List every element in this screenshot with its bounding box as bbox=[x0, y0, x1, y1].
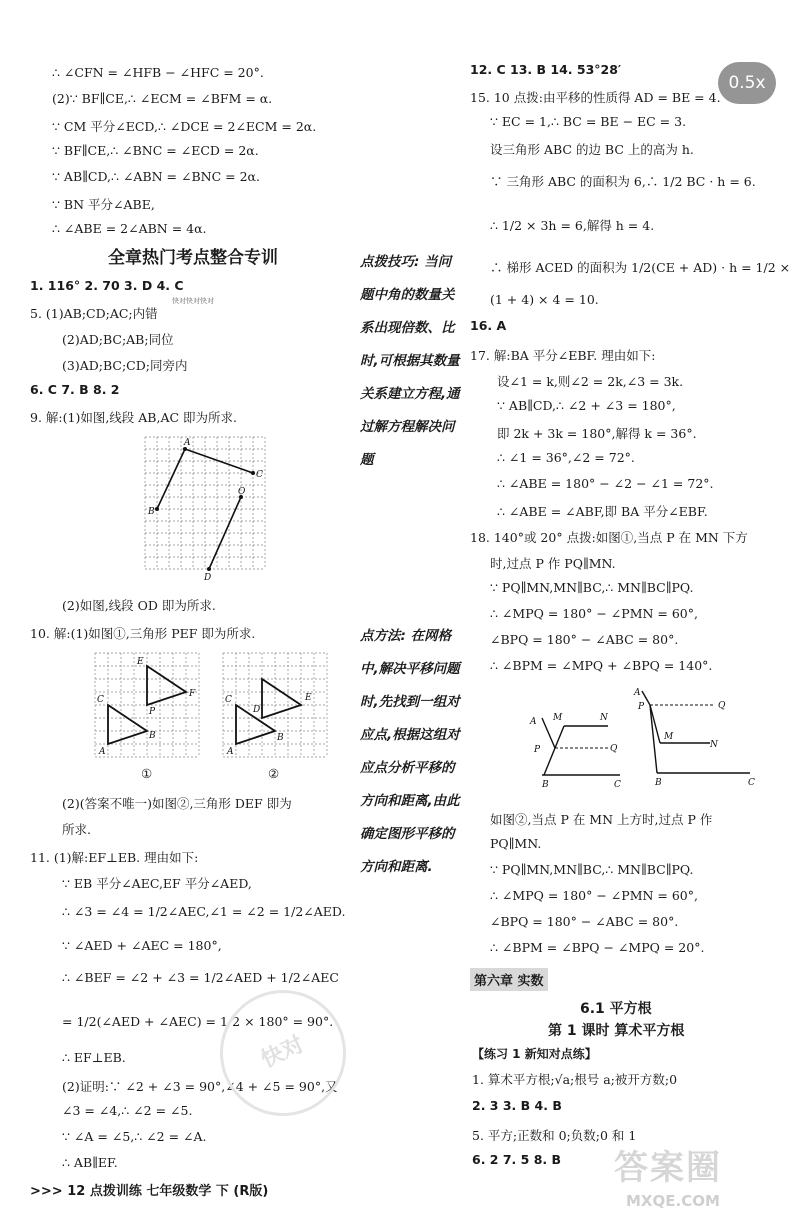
text-line: 17. 解:BA 平分∠EBF. 理由如下: bbox=[470, 348, 656, 363]
label-b: B bbox=[655, 778, 662, 788]
text-line: ∠BPQ = 180° − ∠ABC = 80°. bbox=[490, 914, 679, 929]
label-p: P bbox=[638, 702, 645, 712]
text-line: ∵ AB∥CD,∴ ∠2 + ∠3 = 180°, bbox=[497, 398, 676, 413]
practice-heading: 【练习 1 新知对点练】 bbox=[472, 1047, 597, 1061]
text-line: 5. 平方;正数和 0;负数;0 和 1 bbox=[472, 1128, 637, 1143]
q9-part2: (2)如图,线段 OD 即为所求. bbox=[62, 598, 216, 613]
text-line: ∵ BN 平分∠ABE, bbox=[52, 197, 155, 212]
label-e: E bbox=[137, 657, 144, 667]
answers-6-8: 6. C 7. B 8. 2 bbox=[30, 382, 120, 397]
text-line: ∴ ∠ABE = ∠ABF,即 BA 平分∠EBF. bbox=[497, 504, 708, 519]
text-line: (2)证明:∵ ∠2 + ∠3 = 90°,∠4 + ∠5 = 90°,又 bbox=[62, 1079, 338, 1094]
q10-part2-end: 所求. bbox=[62, 822, 91, 837]
label-b: B bbox=[277, 733, 284, 743]
tip-box-method: 点拨技巧: 当问题中角的数量关系出现倍数、比时,可根据其数量关系建立方程,通过解方程解决问题 bbox=[360, 254, 460, 468]
q9-grid-figure bbox=[140, 432, 270, 582]
text-line: 16. A bbox=[470, 318, 507, 333]
text-line: ∵ ∠A = ∠5,∴ ∠2 = ∠A. bbox=[62, 1129, 207, 1144]
label-e: E bbox=[305, 693, 312, 703]
text-line: ∠BPQ = 180° − ∠ABC = 80°. bbox=[490, 632, 679, 647]
text-line: ∴ AB∥EF. bbox=[62, 1155, 118, 1170]
fig-caption-2: ② bbox=[268, 766, 280, 781]
lesson-heading: 第 1 课时 算术平方根 bbox=[548, 1023, 685, 1039]
q5-line1: 5. (1)AB;CD;AC;内错 bbox=[30, 306, 158, 321]
label-b: B bbox=[148, 507, 155, 517]
playback-speed-badge[interactable]: 0.5x bbox=[718, 62, 776, 104]
label-p: P bbox=[534, 745, 541, 755]
text-line: 18. 140°或 20° 点拨:如图①,当点 P 在 MN 下方 bbox=[470, 530, 748, 545]
label-c: C bbox=[748, 778, 755, 788]
label-p: P bbox=[149, 707, 156, 717]
section-title: 全章热门考点整合专训 bbox=[108, 248, 278, 268]
text-line: ∴ ∠BPM = ∠BPQ − ∠MPQ = 20°. bbox=[490, 940, 705, 955]
text-line: ∴ ∠3 = ∠4 = 1/2∠AEC,∠1 = ∠2 = 1/2∠AED. bbox=[62, 904, 346, 919]
chapter-heading: 第六章 实数 bbox=[470, 968, 548, 991]
text-line: ∴ ∠MPQ = 180° − ∠PMN = 60°, bbox=[490, 888, 698, 903]
text-line: 15. 10 点拨:由平移的性质得 AD = BE = 4. bbox=[470, 90, 721, 105]
text-line: ∵ EC = 1,∴ BC = BE − EC = 3. bbox=[490, 114, 687, 129]
text-line: = 1/2(∠AED + ∠AEC) = 1/2 × 180° = 90°. bbox=[62, 1014, 334, 1029]
label-b: B bbox=[542, 780, 549, 790]
text-line: 设∠1 = k,则∠2 = 2k,∠3 = 3k. bbox=[497, 374, 684, 389]
text-line: ∵ 三角形 ABC 的面积为 6,∴ 1/2 BC · h = 6. bbox=[490, 174, 756, 189]
text-line: ∴ ∠1 = 36°,∠2 = 72°. bbox=[497, 450, 635, 465]
text-line: 6. 2 7. 5 8. B bbox=[472, 1152, 562, 1167]
watermark-url: MXQE.COM bbox=[626, 1192, 720, 1210]
tip-box-translation: 点方法: 在网格中,解决平移问题时,先找到一组对应点,根据这组对应点分析平移的方向和距离,由此确定图形平移的方向和距离. bbox=[360, 628, 460, 875]
text-line: ∴ ∠MPQ = 180° − ∠PMN = 60°, bbox=[490, 606, 698, 621]
text-line: ∴ ∠BEF = ∠2 + ∠3 = 1/2∠AED + 1/2∠AEC bbox=[62, 970, 339, 985]
text-line: 12. C 13. B 14. 53°28′ bbox=[470, 62, 622, 77]
page-footer: >>> 12 点拨训练 七年级数学 下 (R版) bbox=[30, 1184, 269, 1199]
label-a: A bbox=[99, 747, 106, 757]
label-c: C bbox=[256, 470, 263, 480]
text-line: (2)∵ BF∥CE,∴ ∠ECM = ∠BFM = α. bbox=[52, 91, 273, 106]
label-a: A bbox=[184, 438, 191, 448]
answers-1-4: 1. 116° 2. 70 3. D 4. C bbox=[30, 278, 184, 293]
text-line: ∵ BF∥CE,∴ ∠BNC = ∠ECD = 2α. bbox=[52, 143, 259, 158]
label-b: B bbox=[149, 731, 156, 741]
section-heading: 6.1 平方根 bbox=[580, 1001, 652, 1017]
text-line: 1. 算术平方根;√a;根号 a;被开方数;0 bbox=[472, 1072, 678, 1087]
text-line: ∴ 梯形 ACED 的面积为 1/2(CE + AD) · h = 1/2 × bbox=[490, 260, 791, 275]
fig-caption-1: ① bbox=[141, 766, 153, 781]
label-f: F bbox=[189, 689, 196, 699]
text-line: ∴ EF⊥EB. bbox=[62, 1050, 126, 1065]
q10-figure-2 bbox=[220, 650, 330, 760]
text-line: 2. 3 3. B 4. B bbox=[472, 1098, 562, 1113]
q5-line2: (2)AD;BC;AB;同位 bbox=[62, 332, 174, 347]
text-line: ∴ ∠BPM = ∠MPQ + ∠BPQ = 140°. bbox=[490, 658, 713, 673]
label-m: M bbox=[664, 732, 674, 742]
q10-figure-1 bbox=[92, 650, 202, 760]
label-a: A bbox=[227, 747, 234, 757]
text-line: ∵ PQ∥MN,MN∥BC,∴ MN∥BC∥PQ. bbox=[490, 862, 694, 877]
q10-head: 10. 解:(1)如图①,三角形 PEF 即为所求. bbox=[30, 626, 256, 641]
text-line: ∵ AB∥CD,∴ ∠ABN = ∠BNC = 2α. bbox=[52, 169, 260, 184]
label-q: Q bbox=[718, 701, 726, 711]
label-q: Q bbox=[610, 744, 618, 754]
label-c: C bbox=[614, 780, 621, 790]
text-line: 如图②,当点 P 在 MN 上方时,过点 P 作 bbox=[490, 812, 713, 827]
label-n: N bbox=[710, 740, 718, 750]
text-line: ∵ EB 平分∠AEC,EF 平分∠AED, bbox=[62, 876, 252, 891]
text-line: ∵ PQ∥MN,MN∥BC,∴ MN∥BC∥PQ. bbox=[490, 580, 694, 595]
text-line: ∴ ∠ABE = 2∠ABN = 4α. bbox=[52, 221, 207, 236]
stamp-small: 快对快对快对 bbox=[172, 297, 214, 305]
label-a: A bbox=[530, 717, 537, 727]
label-c: C bbox=[97, 695, 104, 705]
label-d: D bbox=[204, 573, 212, 582]
q18-figure-2 bbox=[630, 683, 765, 793]
text-line: 即 2k + 3k = 180°,解得 k = 36°. bbox=[497, 426, 697, 441]
text-line: ∴ ∠ABE = 180° − ∠2 − ∠1 = 72°. bbox=[497, 476, 714, 491]
text-line: (1 + 4) × 4 = 10. bbox=[490, 292, 599, 307]
q5-line3: (3)AD;BC;CD;同旁内 bbox=[62, 358, 188, 373]
stamp-watermark: 快对 bbox=[199, 969, 366, 1136]
text-line: ∴ 1/2 × 3h = 6,解得 h = 4. bbox=[490, 218, 655, 233]
label-a: A bbox=[634, 688, 641, 698]
label-d: D bbox=[253, 705, 261, 715]
label-m: M bbox=[553, 713, 563, 723]
q10-part2: (2)(答案不唯一)如图②,三角形 DEF 即为 bbox=[62, 796, 292, 811]
q18-figure-1 bbox=[520, 700, 630, 790]
label-n: N bbox=[600, 713, 608, 723]
watermark-logo: 答案圈 bbox=[614, 1148, 722, 1188]
text-line: 11. (1)解:EF⊥EB. 理由如下: bbox=[30, 850, 199, 865]
text-line: PQ∥MN. bbox=[490, 836, 542, 851]
text-line: ∵ CM 平分∠ECD,∴ ∠DCE = 2∠ECM = 2α. bbox=[52, 119, 317, 134]
text-line: ∠3 = ∠4,∴ ∠2 = ∠5. bbox=[62, 1103, 193, 1118]
label-c: C bbox=[225, 695, 232, 705]
text-line: 时,过点 P 作 PQ∥MN. bbox=[490, 556, 616, 571]
text-line: ∵ ∠AED + ∠AEC = 180°, bbox=[62, 938, 222, 953]
text-line: 设三角形 ABC 的边 BC 上的高为 h. bbox=[490, 142, 694, 157]
q9-head: 9. 解:(1)如图,线段 AB,AC 即为所求. bbox=[30, 410, 237, 425]
label-o: O bbox=[238, 487, 246, 497]
text-line: ∴ ∠CFN = ∠HFB − ∠HFC = 20°. bbox=[52, 65, 264, 80]
